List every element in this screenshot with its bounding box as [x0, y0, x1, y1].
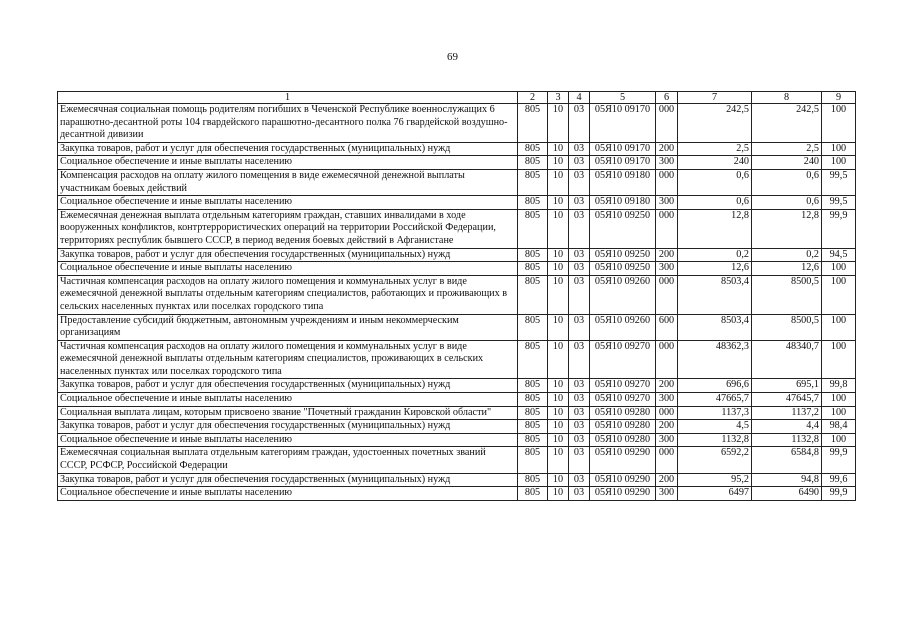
expense-name-cell: Частичная компенсация расходов на оплату жилого помещения и коммунальных услуг в виде ежемесячной денежной выплаты отдельным категориям специалистов, проживающих в сельских населенных пунктах или поселках городского типа: [58, 340, 518, 379]
execution-percent-cell: 100: [822, 433, 856, 447]
target-article-cell: 05Я10 09170: [590, 142, 656, 156]
table-row: [58, 196, 856, 210]
executed-amount-cell: 48340,7: [752, 340, 822, 379]
ministry-code-cell: 805: [518, 104, 548, 143]
executed-amount-cell: 1137,2: [752, 406, 822, 420]
table-row: [58, 420, 856, 434]
planned-amount-cell: 2,5: [678, 142, 752, 156]
table-row: [58, 262, 856, 276]
ministry-code-cell: 805: [518, 406, 548, 420]
execution-percent-cell: 100: [822, 340, 856, 379]
ministry-code-cell: 805: [518, 420, 548, 434]
target-article-cell: 05Я10 09260: [590, 275, 656, 314]
ministry-code-cell: 805: [518, 209, 548, 248]
column-header: 6: [656, 92, 678, 104]
expense-type-cell: 200: [656, 473, 678, 487]
column-header: 9: [822, 92, 856, 104]
expense-name-cell: Предоставление субсидий бюджетным, автономным учреждениям и иным некоммерческим организациям: [58, 314, 518, 340]
expense-type-cell: 000: [656, 340, 678, 379]
table-row: [58, 104, 856, 143]
expense-name-cell: Социальное обеспечение и иные выплаты населению: [58, 393, 518, 407]
execution-percent-cell: 100: [822, 275, 856, 314]
execution-percent-cell: 100: [822, 406, 856, 420]
column-header: 5: [590, 92, 656, 104]
target-article-cell: 05Я10 09280: [590, 433, 656, 447]
planned-amount-cell: 95,2: [678, 473, 752, 487]
executed-amount-cell: 47645,7: [752, 393, 822, 407]
expense-type-cell: 600: [656, 314, 678, 340]
planned-amount-cell: 8503,4: [678, 314, 752, 340]
execution-percent-cell: 99,5: [822, 169, 856, 195]
ministry-code-cell: 805: [518, 393, 548, 407]
expense-name-cell: Социальная выплата лицам, которым присвоено звание "Почетный гражданин Кировской области": [58, 406, 518, 420]
subsection-code-cell: 03: [569, 169, 590, 195]
planned-amount-cell: 6497: [678, 487, 752, 501]
expense-type-cell: 000: [656, 406, 678, 420]
target-article-cell: 05Я10 09250: [590, 248, 656, 262]
expense-type-cell: 200: [656, 379, 678, 393]
executed-amount-cell: 240: [752, 156, 822, 170]
table-row: [58, 169, 856, 195]
expense-name-cell: Социальное обеспечение и иные выплаты населению: [58, 433, 518, 447]
section-code-cell: 10: [548, 473, 569, 487]
execution-percent-cell: 99,9: [822, 447, 856, 473]
execution-percent-cell: 98,4: [822, 420, 856, 434]
subsection-code-cell: 03: [569, 196, 590, 210]
subsection-code-cell: 03: [569, 393, 590, 407]
planned-amount-cell: 12,8: [678, 209, 752, 248]
ministry-code-cell: 805: [518, 156, 548, 170]
executed-amount-cell: 6584,8: [752, 447, 822, 473]
target-article-cell: 05Я10 09290: [590, 473, 656, 487]
planned-amount-cell: 47665,7: [678, 393, 752, 407]
execution-percent-cell: 99,5: [822, 196, 856, 210]
table-body: [58, 104, 856, 501]
planned-amount-cell: 6592,2: [678, 447, 752, 473]
executed-amount-cell: 8500,5: [752, 275, 822, 314]
ministry-code-cell: 805: [518, 314, 548, 340]
execution-percent-cell: 100: [822, 104, 856, 143]
column-header: 2: [518, 92, 548, 104]
section-code-cell: 10: [548, 379, 569, 393]
expense-type-cell: 000: [656, 447, 678, 473]
table-row: [58, 473, 856, 487]
planned-amount-cell: 48362,3: [678, 340, 752, 379]
expense-name-cell: Социальное обеспечение и иные выплаты населению: [58, 156, 518, 170]
planned-amount-cell: 12,6: [678, 262, 752, 276]
subsection-code-cell: 03: [569, 104, 590, 143]
execution-percent-cell: 100: [822, 142, 856, 156]
page-number: 69: [447, 51, 458, 63]
planned-amount-cell: 696,6: [678, 379, 752, 393]
table-row: [58, 433, 856, 447]
executed-amount-cell: 0,2: [752, 248, 822, 262]
table-row: [58, 393, 856, 407]
column-header: 3: [548, 92, 569, 104]
executed-amount-cell: 0,6: [752, 169, 822, 195]
execution-percent-cell: 99,9: [822, 487, 856, 501]
table-row: [58, 406, 856, 420]
expense-type-cell: 300: [656, 393, 678, 407]
target-article-cell: 05Я10 09280: [590, 406, 656, 420]
subsection-code-cell: 03: [569, 473, 590, 487]
column-header: 4: [569, 92, 590, 104]
expense-type-cell: 000: [656, 209, 678, 248]
section-code-cell: 10: [548, 275, 569, 314]
target-article-cell: 05Я10 09170: [590, 156, 656, 170]
column-header: 8: [752, 92, 822, 104]
executed-amount-cell: 12,8: [752, 209, 822, 248]
subsection-code-cell: 03: [569, 379, 590, 393]
ministry-code-cell: 805: [518, 275, 548, 314]
section-code-cell: 10: [548, 406, 569, 420]
subsection-code-cell: 03: [569, 340, 590, 379]
column-header: 1: [58, 92, 518, 104]
planned-amount-cell: 0,2: [678, 248, 752, 262]
expense-name-cell: Закупка товаров, работ и услуг для обеспечения государственных (муниципальных) нужд: [58, 379, 518, 393]
expense-name-cell: Закупка товаров, работ и услуг для обеспечения государственных (муниципальных) нужд: [58, 248, 518, 262]
subsection-code-cell: 03: [569, 447, 590, 473]
expense-type-cell: 000: [656, 104, 678, 143]
table-row: [58, 142, 856, 156]
section-code-cell: 10: [548, 433, 569, 447]
section-code-cell: 10: [548, 447, 569, 473]
subsection-code-cell: 03: [569, 142, 590, 156]
ministry-code-cell: 805: [518, 196, 548, 210]
executed-amount-cell: 1132,8: [752, 433, 822, 447]
expense-name-cell: Социальное обеспечение и иные выплаты населению: [58, 262, 518, 276]
subsection-code-cell: 03: [569, 262, 590, 276]
table-row: [58, 340, 856, 379]
subsection-code-cell: 03: [569, 156, 590, 170]
executed-amount-cell: 4,4: [752, 420, 822, 434]
execution-percent-cell: 100: [822, 262, 856, 276]
expense-type-cell: 300: [656, 433, 678, 447]
expense-type-cell: 300: [656, 262, 678, 276]
target-article-cell: 05Я10 09270: [590, 393, 656, 407]
ministry-code-cell: 805: [518, 433, 548, 447]
planned-amount-cell: 240: [678, 156, 752, 170]
section-code-cell: 10: [548, 262, 569, 276]
subsection-code-cell: 03: [569, 406, 590, 420]
target-article-cell: 05Я10 09280: [590, 420, 656, 434]
execution-percent-cell: 94,5: [822, 248, 856, 262]
expense-name-cell: Частичная компенсация расходов на оплату жилого помещения и коммунальных услуг в виде ежемесячной денежной выплаты отдельным категориям специалистов, работающих и проживающих в сельских населенных пунктах или поселках городского типа: [58, 275, 518, 314]
subsection-code-cell: 03: [569, 248, 590, 262]
executed-amount-cell: 12,6: [752, 262, 822, 276]
section-code-cell: 10: [548, 314, 569, 340]
expense-type-cell: 000: [656, 275, 678, 314]
ministry-code-cell: 805: [518, 487, 548, 501]
target-article-cell: 05Я10 09250: [590, 262, 656, 276]
expense-name-cell: Социальное обеспечение и иные выплаты населению: [58, 487, 518, 501]
expense-name-cell: Закупка товаров, работ и услуг для обеспечения государственных (муниципальных) нужд: [58, 473, 518, 487]
subsection-code-cell: 03: [569, 420, 590, 434]
expense-type-cell: 300: [656, 196, 678, 210]
expense-name-cell: Ежемесячная денежная выплата отдельным категориям граждан, ставших инвалидами в ходе вооруженных конфликтов, контртеррористических операций на территории Российской Федерации, территориях республик бывшего СССР, в период ведения боевых действий в Афганистане: [58, 209, 518, 248]
table-row: [58, 156, 856, 170]
table-row: [58, 248, 856, 262]
column-header: 7: [678, 92, 752, 104]
target-article-cell: 05Я10 09180: [590, 169, 656, 195]
subsection-code-cell: 03: [569, 487, 590, 501]
expense-name-cell: Ежемесячная социальная выплата отдельным категориям граждан, удостоенных почетных званий СССР, РСФСР, Российской Федерации: [58, 447, 518, 473]
table-row: [58, 209, 856, 248]
execution-percent-cell: 100: [822, 156, 856, 170]
section-code-cell: 10: [548, 248, 569, 262]
execution-percent-cell: 100: [822, 393, 856, 407]
section-code-cell: 10: [548, 156, 569, 170]
target-article-cell: 05Я10 09260: [590, 314, 656, 340]
table-row: [58, 447, 856, 473]
section-code-cell: 10: [548, 420, 569, 434]
table-row: [58, 379, 856, 393]
section-code-cell: 10: [548, 169, 569, 195]
table-row: [58, 314, 856, 340]
execution-percent-cell: 99,6: [822, 473, 856, 487]
expense-type-cell: 300: [656, 487, 678, 501]
executed-amount-cell: 695,1: [752, 379, 822, 393]
target-article-cell: 05Я10 09270: [590, 379, 656, 393]
planned-amount-cell: 242,5: [678, 104, 752, 143]
ministry-code-cell: 805: [518, 340, 548, 379]
subsection-code-cell: 03: [569, 209, 590, 248]
section-code-cell: 10: [548, 340, 569, 379]
planned-amount-cell: 8503,4: [678, 275, 752, 314]
expense-name-cell: Ежемесячная социальная помощь родителям погибших в Чеченской Республике военнослужащих 6 парашютно-десантной роты 104 гвардейского парашютно-десантного полка 76 гвардейской воздушно-десантной дивизии: [58, 104, 518, 143]
planned-amount-cell: 1132,8: [678, 433, 752, 447]
planned-amount-cell: 0,6: [678, 196, 752, 210]
planned-amount-cell: 0,6: [678, 169, 752, 195]
section-code-cell: 10: [548, 104, 569, 143]
subsection-code-cell: 03: [569, 314, 590, 340]
ministry-code-cell: 805: [518, 142, 548, 156]
expense-type-cell: 000: [656, 169, 678, 195]
executed-amount-cell: 242,5: [752, 104, 822, 143]
ministry-code-cell: 805: [518, 169, 548, 195]
executed-amount-cell: 94,8: [752, 473, 822, 487]
execution-percent-cell: 99,8: [822, 379, 856, 393]
expense-type-cell: 200: [656, 248, 678, 262]
table-header-row: [58, 92, 856, 104]
executed-amount-cell: 8500,5: [752, 314, 822, 340]
expense-type-cell: 200: [656, 420, 678, 434]
ministry-code-cell: 805: [518, 262, 548, 276]
target-article-cell: 05Я10 09170: [590, 104, 656, 143]
subsection-code-cell: 03: [569, 275, 590, 314]
target-article-cell: 05Я10 09250: [590, 209, 656, 248]
executed-amount-cell: 6490: [752, 487, 822, 501]
planned-amount-cell: 4,5: [678, 420, 752, 434]
table-row: [58, 487, 856, 501]
section-code-cell: 10: [548, 209, 569, 248]
expense-name-cell: Компенсация расходов на оплату жилого помещения в виде ежемесячной денежной выплаты участникам боевых действий: [58, 169, 518, 195]
execution-percent-cell: 99,9: [822, 209, 856, 248]
section-code-cell: 10: [548, 487, 569, 501]
executed-amount-cell: 0,6: [752, 196, 822, 210]
ministry-code-cell: 805: [518, 447, 548, 473]
expense-name-cell: Закупка товаров, работ и услуг для обеспечения государственных (муниципальных) нужд: [58, 142, 518, 156]
subsection-code-cell: 03: [569, 433, 590, 447]
ministry-code-cell: 805: [518, 379, 548, 393]
target-article-cell: 05Я10 09290: [590, 487, 656, 501]
expense-type-cell: 300: [656, 156, 678, 170]
table-row: [58, 275, 856, 314]
expense-name-cell: Социальное обеспечение и иные выплаты населению: [58, 196, 518, 210]
target-article-cell: 05Я10 09270: [590, 340, 656, 379]
expense-name-cell: Закупка товаров, работ и услуг для обеспечения государственных (муниципальных) нужд: [58, 420, 518, 434]
executed-amount-cell: 2,5: [752, 142, 822, 156]
target-article-cell: 05Я10 09180: [590, 196, 656, 210]
ministry-code-cell: 805: [518, 473, 548, 487]
budget-table: [57, 91, 856, 501]
expense-type-cell: 200: [656, 142, 678, 156]
section-code-cell: 10: [548, 142, 569, 156]
planned-amount-cell: 1137,3: [678, 406, 752, 420]
target-article-cell: 05Я10 09290: [590, 447, 656, 473]
ministry-code-cell: 805: [518, 248, 548, 262]
section-code-cell: 10: [548, 393, 569, 407]
execution-percent-cell: 100: [822, 314, 856, 340]
section-code-cell: 10: [548, 196, 569, 210]
